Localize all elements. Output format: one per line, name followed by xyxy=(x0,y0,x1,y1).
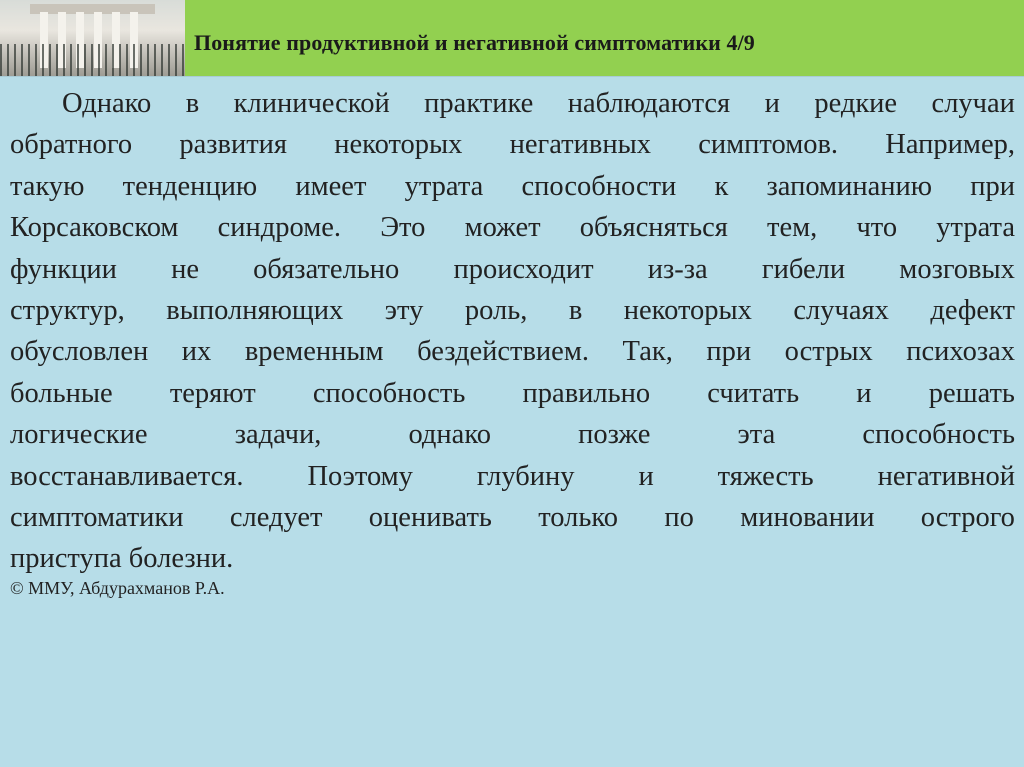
word: обратного xyxy=(10,129,133,161)
word: однако xyxy=(408,419,491,451)
word: функции xyxy=(10,253,117,285)
word: редкие xyxy=(814,88,898,119)
word: практике xyxy=(424,88,534,119)
word: дефект xyxy=(930,294,1015,326)
word: симптомов. xyxy=(698,129,839,161)
text-line xyxy=(10,373,1015,414)
word: структур, xyxy=(10,294,125,326)
word: не xyxy=(171,253,199,285)
word: и xyxy=(856,377,872,409)
word: запоминанию xyxy=(766,170,933,202)
word: объясняться xyxy=(579,212,728,244)
word: следует xyxy=(229,501,323,533)
word: тенденцию xyxy=(122,170,258,202)
word: в xyxy=(568,294,583,326)
word: гибели xyxy=(761,253,846,285)
word: при xyxy=(970,170,1015,202)
word: миновании xyxy=(740,501,875,533)
word: и xyxy=(638,460,654,492)
word: теряют xyxy=(169,377,256,409)
word: что xyxy=(856,212,898,244)
word: происходит xyxy=(453,253,594,285)
slide-header xyxy=(0,0,1024,77)
word: позже xyxy=(578,419,651,451)
word: роль, xyxy=(464,294,528,326)
word: симптоматики xyxy=(10,501,184,533)
text-line xyxy=(10,414,1015,455)
word: задачи, xyxy=(234,419,322,451)
word: эта xyxy=(737,419,776,451)
word: Так, xyxy=(622,336,673,368)
word: может xyxy=(464,212,541,244)
word: клинической xyxy=(233,88,390,119)
word: некоторых xyxy=(334,129,463,161)
text-line xyxy=(10,331,1015,372)
word: тяжесть xyxy=(717,460,814,492)
word: случаи xyxy=(931,88,1015,119)
word: тем, xyxy=(767,212,818,244)
word: обязательно xyxy=(253,253,400,285)
word: решать xyxy=(928,377,1015,409)
word: случаях xyxy=(793,294,889,326)
text-line xyxy=(10,166,1015,207)
word: и xyxy=(764,88,780,119)
text-line xyxy=(10,497,1015,538)
word: негативных xyxy=(509,129,651,161)
word: бездействием. xyxy=(417,336,589,368)
word: негативной xyxy=(877,460,1015,492)
text-line xyxy=(10,249,1015,290)
word: только xyxy=(538,501,619,533)
word: логические xyxy=(10,419,148,451)
word: при xyxy=(706,336,752,368)
text-line xyxy=(10,83,1015,124)
word: временным xyxy=(244,336,384,368)
word: по xyxy=(664,501,694,533)
word: восстанавливается. xyxy=(10,460,244,492)
word: к xyxy=(714,170,729,202)
slide-title: Понятие продуктивной и негативной симптоматики 4/9 xyxy=(194,30,755,55)
word: обусловлен xyxy=(10,336,149,368)
text-line xyxy=(10,124,1015,165)
word: Поэтому xyxy=(307,460,413,492)
word: Например, xyxy=(885,129,1015,161)
slide-body-text xyxy=(10,83,1015,580)
word: оценивать xyxy=(368,501,492,533)
word: такую xyxy=(10,170,85,202)
word: глубину xyxy=(476,460,575,492)
word: больные xyxy=(10,377,113,409)
word: из-за xyxy=(647,253,708,285)
text-line: приступа болезни. xyxy=(10,543,234,575)
word: Корсаковском xyxy=(10,212,179,244)
word: считать xyxy=(707,377,800,409)
word: острого xyxy=(920,501,1015,533)
word: мозговых xyxy=(899,253,1015,285)
word: наблюдаются xyxy=(567,88,731,119)
university-building-image xyxy=(0,0,185,76)
word: эту xyxy=(384,294,424,326)
text-line xyxy=(10,290,1015,331)
word: способность xyxy=(862,419,1015,451)
word: острых xyxy=(784,336,873,368)
word: в xyxy=(185,88,200,119)
copyright-note: © ММУ, Абдурахманов Р.А. xyxy=(10,578,225,598)
word: психозах xyxy=(906,336,1015,368)
word: имеет xyxy=(295,170,367,202)
text-line xyxy=(10,456,1015,497)
word: некоторых xyxy=(623,294,752,326)
word: выполняющих xyxy=(166,294,344,326)
word: Однако xyxy=(62,88,152,119)
word: развития xyxy=(179,129,288,161)
word: способности xyxy=(521,170,677,202)
word: утрата xyxy=(936,212,1015,244)
word: синдроме. xyxy=(217,212,342,244)
word: Это xyxy=(380,212,426,244)
word: правильно xyxy=(522,377,651,409)
word: способность xyxy=(312,377,466,409)
word: утрата xyxy=(404,170,484,202)
text-line xyxy=(10,207,1015,248)
word: их xyxy=(181,336,212,368)
